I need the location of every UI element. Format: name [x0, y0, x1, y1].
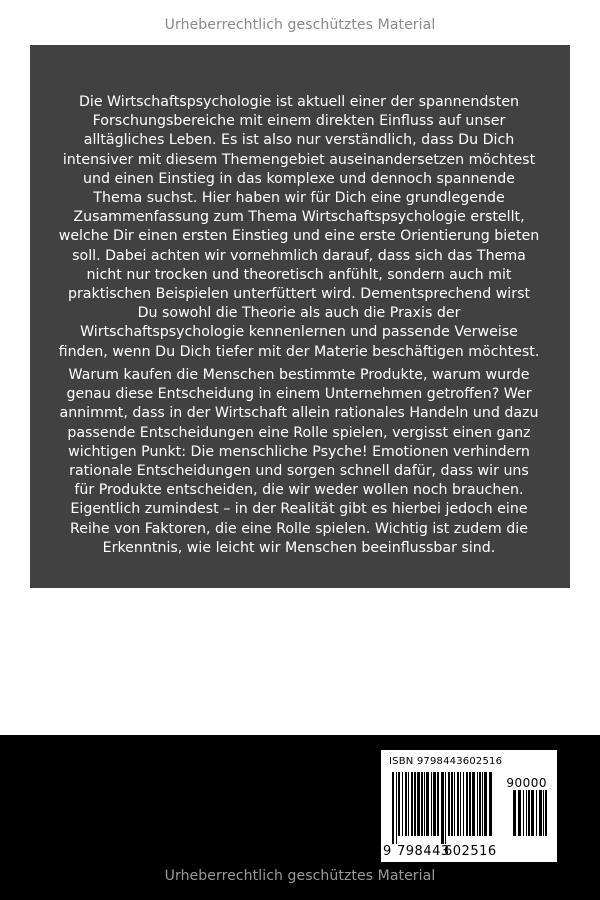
barcode-bar — [448, 772, 450, 836]
barcode-bar — [545, 790, 547, 836]
barcode-bar — [433, 772, 436, 836]
barcode-bar — [518, 790, 521, 836]
barcode-bar — [472, 772, 475, 836]
barcode-bar — [489, 772, 492, 836]
barcode-bar — [531, 790, 534, 836]
barcode-bar — [405, 772, 407, 836]
barcode-bar — [441, 772, 444, 844]
barcode-bar — [454, 772, 455, 836]
barcode-bar — [451, 772, 453, 836]
ean-barcode-bars — [391, 772, 495, 844]
barcode-bar — [463, 772, 464, 836]
isbn-barcode-label — [381, 750, 557, 862]
barcode-bar — [477, 772, 478, 836]
barcode-bar — [398, 772, 400, 836]
barcode-bar — [411, 772, 413, 836]
barcode-bar — [421, 772, 423, 836]
barcode-bar — [414, 772, 416, 836]
isbn-number-text: ISBN 9798443602516 — [389, 756, 503, 767]
copyright-watermark-bottom: Urheberrechtlich geschütztes Material — [164, 868, 436, 884]
barcode-bar — [408, 772, 409, 836]
blurb-paragraph-2: Warum kaufen die Menschen bestimmte Produkte, warum wurde genau diese Entscheidung in einem Unternehmen getroffen? Wer annimmt, dass in der Wirtschaft allein rationales Handeln und dazu passende Entscheidungen eine Rolle spielen, vergisst einen ganz wichtigen Punkt: Die menschliche Psyche! Emotionen verhindern rationale Entscheidungen und sorgen schnell dafür, dass wir uns für Produkte entscheiden, die wir weder wollen noch brauchen. Eigentlich zumindest – in der Realität gibt es hierbei jedoch eine Reihe von Faktoren, die eine Rolle spielen. Wichtig ist zudem die Erkenntnis, wie leicht wir Menschen beeinflussbar sind. — [59, 367, 539, 556]
barcode-bar — [484, 772, 487, 836]
barcode-bar — [437, 772, 439, 836]
barcode-bar — [424, 772, 425, 836]
ean-right-digits: 602516 — [444, 844, 497, 859]
barcode-bar — [543, 790, 544, 836]
barcode-bar — [417, 772, 420, 836]
barcode-bar — [539, 790, 542, 836]
price-code-text: 90000 — [506, 776, 547, 790]
ean-first-digit: 9 — [383, 844, 392, 859]
barcode-bar — [445, 772, 446, 844]
barcode-bar — [392, 772, 394, 844]
barcode-bar — [460, 772, 461, 836]
barcode-bar — [536, 790, 537, 836]
barcode-bar — [479, 772, 481, 836]
copyright-watermark-top: Urheberrechtlich geschütztes Material — [164, 17, 436, 33]
barcode-bar — [466, 772, 468, 836]
barcode-bar — [526, 790, 527, 836]
barcode-bar — [513, 790, 516, 836]
barcode-bar — [431, 772, 432, 836]
barcode-bar — [402, 772, 403, 836]
barcode-bar — [482, 772, 483, 836]
barcode-bar — [528, 790, 530, 836]
blurb-paragraph-1: Die Wirtschaftspsychologie ist aktuell einer der spannendsten Forschungsbereiche mit einem direkten Einfluss auf unser alltägliches Leben. Es ist also nur verständlich, dass Du Dich intensiver mit diesem Themengebiet auseinandersetzen möchtest und einen Einstieg in das komplexe und dennoch spannende Thema suchst. Hier haben wir für Dich eine grundlegende Zusammenfassung zum Thema Wirtschaftspsychologie erstellt, welche Dir einen ersten Einstieg und eine erste Orientierung bieten soll. Dabei achten wir vornehmlich darauf, dass sich das Thema nicht nur trocken und theoretisch anfühlt, sondern auch mit praktischen Beispielen unterfüttert wird. Dementsprechend wirst Du sowohl die Theorie als auch die Praxis der Wirtschaftspsychologie kennenlernen und passende Verweise finden, wenn Du Dich tiefer mit der Materie beschäftigen möchtest. — [58, 94, 540, 360]
barcode-bar — [523, 790, 524, 836]
ean-left-digits: 798443 — [397, 844, 450, 859]
barcode-bar — [469, 772, 471, 836]
barcode-bar — [457, 772, 459, 836]
barcode-bar — [426, 772, 429, 836]
barcode-bar — [396, 772, 397, 844]
addon-barcode-bars — [512, 790, 548, 844]
